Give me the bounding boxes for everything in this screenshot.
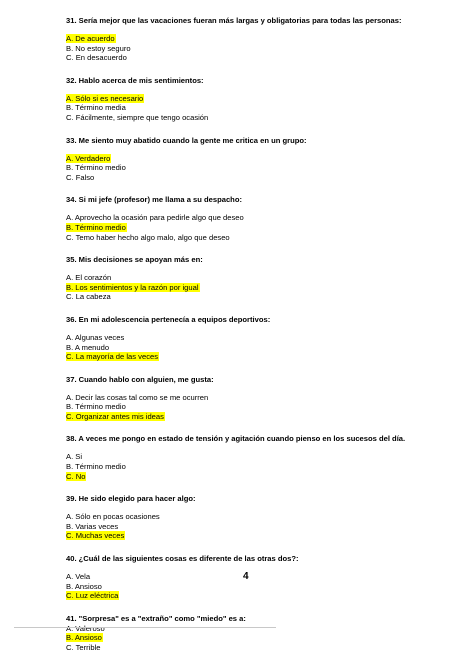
question-text: 31. Sería mejor que las vacaciones fueran más largas y obligatorias para todas las personas: [66,16,402,25]
answer-option [66,343,466,353]
question-text: 38. A veces me pongo en estado de tensión y agitación cuando pienso en los sucesos del día. [66,434,406,444]
question-text: 32. Hablo acerca de mis sentimientos: [66,75,204,85]
question-block [66,375,466,422]
option-label: B. Término medio [66,462,126,472]
option-label: C. Luz eléctrica [66,591,119,601]
answer-option [66,292,466,302]
option-label: A. Vela [66,572,91,582]
question-block [66,554,466,601]
answer-option [66,103,466,113]
option-label: B. Término media [66,103,126,113]
question-block [66,16,466,63]
option-label: B. Término medio [66,222,126,232]
option-label: C. Falso [66,172,95,182]
answer-option-selected [66,412,466,422]
option-label: C. Muchas veces [66,531,125,541]
question-text: 40. ¿Cuál de las siguientes cosas es diferente de las otras dos?: [66,554,299,564]
answer-option [66,213,466,223]
answer-option-selected [66,94,466,104]
answer-option [66,333,466,343]
answer-option [66,522,466,532]
answer-option [66,452,466,462]
option-label: C. La cabeza [66,292,111,302]
answer-option [66,113,466,123]
answer-option [66,402,466,412]
option-label: C. Organizar antes mis ideas [66,411,164,421]
answer-option-selected [66,34,466,44]
question-text: 41. "Sorpresa" es a "extraño" como "miedo" es a: [66,613,246,623]
option-label: C. Terrible [66,643,101,652]
answer-option-selected [66,472,466,482]
question-text: 37. Cuando hablo con alguien, me gusta: [66,374,214,384]
question-block [66,76,466,123]
option-label: B. No estoy seguro [66,43,131,53]
option-label: A. Sólo en pocas ocasiones [66,512,160,522]
option-label: A. Aprovecho la ocasión para pedirle algo que deseo [66,213,244,223]
option-label: C. Temo haber hecho algo malo, algo que deseo [66,232,230,242]
answer-option [66,643,466,653]
option-label: B. A menudo [66,342,110,352]
option-label: B. Los sentimientos y la razón por igual [66,282,199,292]
question-block [66,315,466,362]
option-label: C. La mayoría de las veces [66,352,159,362]
question-block [66,494,466,541]
answer-option-selected [66,154,466,164]
option-label: A. De acuerdo [66,34,115,43]
question-block [66,136,466,183]
question-text: 33. Me siento muy abatido cuando la gente me critica en un grupo: [66,135,307,145]
answer-option [66,582,466,592]
question-text: 39. He sido elegido para hacer algo: [66,494,196,504]
answer-option [66,163,466,173]
question-list [66,16,466,666]
answer-option-selected [66,223,466,233]
answer-option [66,173,466,183]
option-label: B. Ansioso [66,633,102,643]
question-text: 35. Mis decisiones se apoyan más en: [66,255,203,265]
answer-option [66,393,466,403]
option-label: B. Ansioso [66,581,102,591]
option-label: C. Fácilmente, siempre que tengo ocasión [66,112,209,122]
answer-option-selected [66,591,466,601]
option-label: A. Verdadero [66,153,111,163]
option-label: A. Decir las cosas tal como se me ocurren [66,392,209,402]
option-label: A. Algunas veces [66,332,125,342]
option-label: A. Sólo si es necesario [66,93,144,103]
answer-option [66,53,466,63]
answer-option [66,512,466,522]
answer-option-selected [66,352,466,362]
answer-option [66,572,466,582]
answer-option [66,273,466,283]
question-block [66,434,466,481]
question-block [66,614,466,653]
option-label: B. Varias veces [66,521,119,531]
option-label: B. Término medio [66,402,126,412]
question-text: 34. Si mi jefe (profesor) me llama a su despacho: [66,195,242,205]
option-label: C. No [66,471,86,481]
option-label: A. Si [66,452,83,462]
question-block [66,195,466,242]
option-label: C. En desacuerdo [66,53,127,63]
option-label: B. Término medio [66,163,126,173]
option-label: A. Valeroso [66,623,105,633]
answer-option [66,462,466,472]
answer-option-selected [66,633,466,643]
answer-option [66,233,466,243]
page-number: 4 [243,571,249,582]
footer-divider [14,627,276,628]
answer-option [66,624,466,634]
question-text: 36. En mi adolescencia pertenecía a equipos deportivos: [66,314,271,324]
answer-option-selected [66,531,466,541]
answer-option [66,44,466,54]
question-block [66,255,466,302]
option-label: A. El corazón [66,273,112,283]
answer-option-selected [66,283,466,293]
